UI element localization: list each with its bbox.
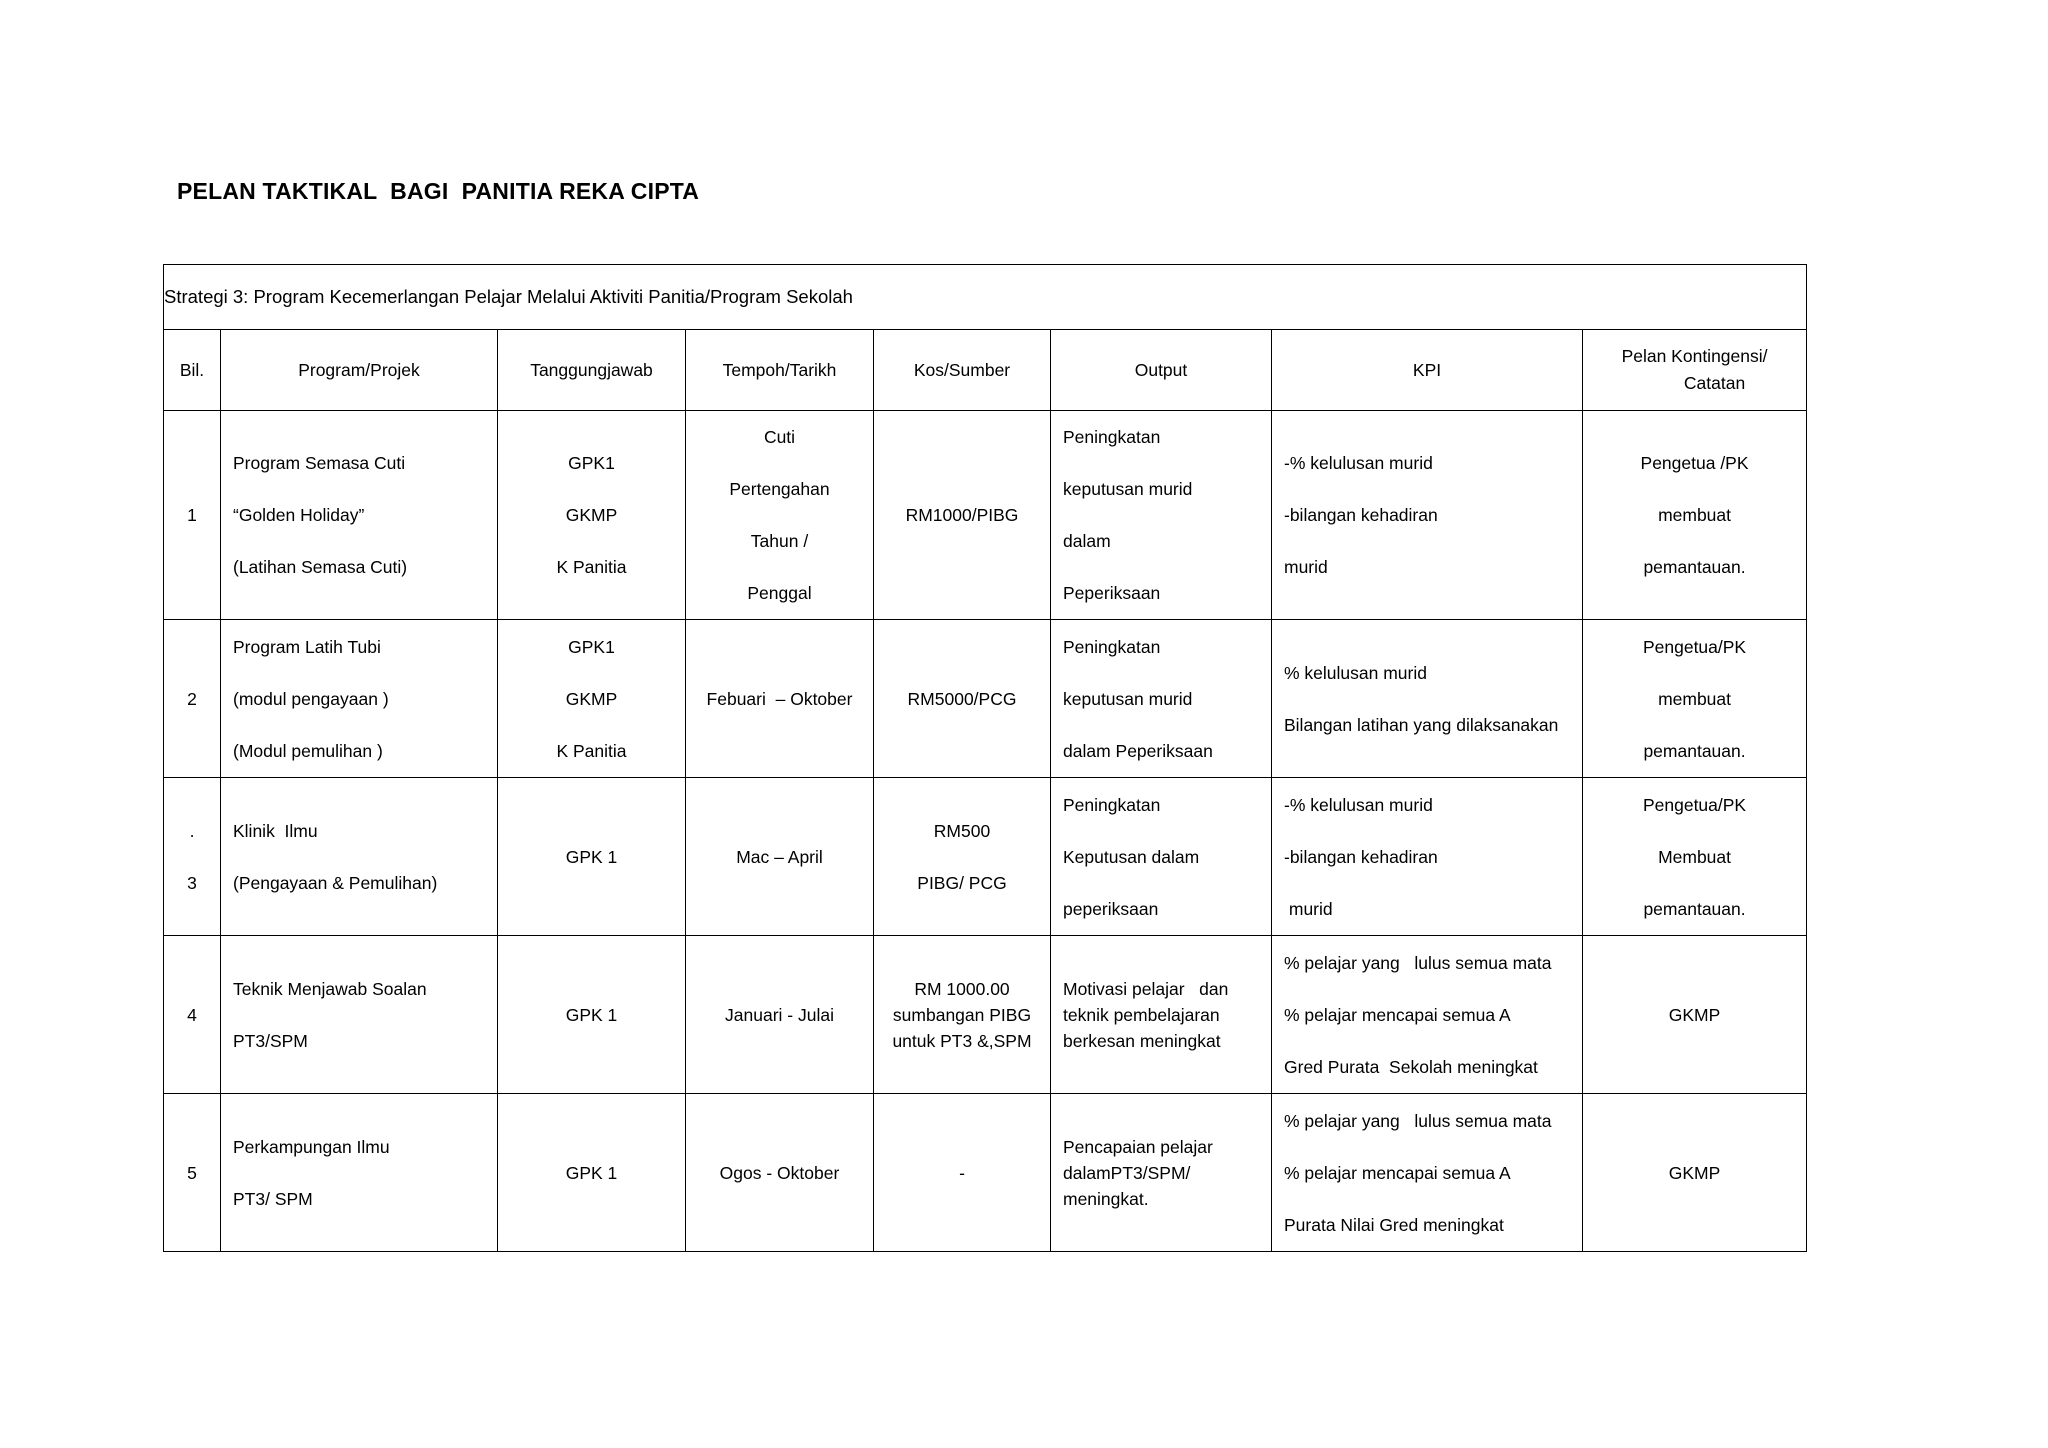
cell-line: Perkampungan Ilmu bbox=[233, 1136, 390, 1157]
table-row bbox=[164, 778, 1807, 936]
cell-line: 5 bbox=[187, 1162, 197, 1183]
header-tanggungjawab: Tanggungjawab bbox=[498, 330, 686, 411]
cell-line: Pengetua /PK bbox=[1640, 453, 1749, 473]
cell-line: Peningkatan bbox=[1063, 427, 1161, 447]
cell-kpi bbox=[1272, 778, 1583, 936]
cell-line: untuk PT3 &,SPM bbox=[892, 1030, 1032, 1051]
cell-line: % kelulusan murid bbox=[1284, 662, 1427, 683]
cell-program bbox=[221, 778, 498, 936]
cell-bil bbox=[164, 936, 221, 1094]
cell-line: - bbox=[959, 1162, 965, 1183]
cell-line: Januari - Julai bbox=[725, 1004, 834, 1025]
cell-line: RM 1000.00 bbox=[914, 978, 1010, 999]
cell-bil bbox=[164, 778, 221, 936]
cell-kpi bbox=[1272, 1094, 1583, 1252]
header-pelan bbox=[1583, 330, 1807, 411]
cell-tanggungjawab bbox=[498, 620, 686, 778]
header-kos: Kos/Sumber bbox=[874, 330, 1051, 411]
cell-line: Pengetua/PK bbox=[1642, 794, 1747, 815]
cell-line: peperiksaan bbox=[1063, 898, 1159, 919]
cell-line: (Modul pemulihan ) bbox=[233, 740, 383, 761]
cell-tanggungjawab bbox=[498, 411, 686, 620]
cell-bil bbox=[164, 1094, 221, 1252]
table-row bbox=[164, 1094, 1807, 1252]
cell-line: Mac – April bbox=[736, 846, 823, 867]
cell-line: GKMP bbox=[565, 688, 618, 709]
cell-line: -% kelulusan murid bbox=[1284, 794, 1433, 815]
header-output: Output bbox=[1051, 330, 1272, 411]
cell-line: Program Latih Tubi bbox=[233, 636, 381, 657]
cell-line: PT3/SPM bbox=[233, 1030, 308, 1051]
cell-bil bbox=[164, 620, 221, 778]
cell-line: % pelajar yang lulus semua mata bbox=[1284, 1110, 1552, 1131]
table-row bbox=[164, 620, 1807, 778]
cell-line: murid bbox=[1284, 557, 1328, 577]
cell-line: GPK 1 bbox=[565, 1162, 618, 1183]
cell-line: sumbangan PIBG bbox=[892, 1004, 1032, 1025]
cell-pelan bbox=[1583, 411, 1807, 620]
cell-line: (Pengayaan & Pemulihan) bbox=[233, 872, 438, 893]
cell-tanggungjawab bbox=[498, 936, 686, 1094]
header-bil: Bil. bbox=[164, 330, 221, 411]
cell-line: keputusan murid bbox=[1063, 479, 1193, 499]
cell-line: % pelajar yang lulus semua mata bbox=[1284, 952, 1552, 973]
cell-line: berkesan meningkat bbox=[1063, 1030, 1221, 1051]
cell-line: pemantauan. bbox=[1643, 898, 1746, 919]
cell-tanggungjawab bbox=[498, 1094, 686, 1252]
cell-kpi bbox=[1272, 620, 1583, 778]
cell-line: . bbox=[189, 820, 195, 841]
header-row bbox=[164, 330, 1807, 411]
strategy-row bbox=[164, 265, 1807, 330]
cell-program bbox=[221, 411, 498, 620]
cell-line: dalam Peperiksaan bbox=[1063, 740, 1213, 761]
cell-line: Gred Purata Sekolah meningkat bbox=[1284, 1056, 1538, 1077]
strategy-heading: Strategi 3: Program Kecemerlangan Pelajar Melalui Aktiviti Panitia/Program Sekolah bbox=[164, 265, 1807, 330]
cell-line: Peperiksaan bbox=[1063, 583, 1161, 603]
cell-line: Program Semasa Cuti bbox=[233, 453, 406, 473]
cell-line: % pelajar mencapai semua A bbox=[1284, 1162, 1511, 1183]
cell-line: Pengetua/PK bbox=[1642, 636, 1747, 657]
cell-line: Pertengahan bbox=[729, 479, 830, 499]
cell-kos bbox=[874, 936, 1051, 1094]
cell-line: “Golden Holiday” bbox=[233, 505, 365, 525]
cell-output bbox=[1051, 411, 1272, 620]
cell-tempoh bbox=[686, 936, 874, 1094]
cell-output bbox=[1051, 620, 1272, 778]
cell-line: Tahun / bbox=[750, 531, 809, 551]
cell-line: Cuti bbox=[763, 427, 796, 447]
cell-line: GPK1 bbox=[568, 453, 615, 473]
cell-line: murid bbox=[1284, 898, 1333, 919]
cell-line: K Panitia bbox=[556, 557, 627, 577]
header-pelan-line2: Catatan bbox=[1683, 373, 1746, 393]
cell-line: GPK 1 bbox=[565, 846, 618, 867]
cell-line: Peningkatan bbox=[1063, 636, 1161, 657]
cell-line: RM500 bbox=[933, 820, 991, 841]
cell-line: pemantauan. bbox=[1643, 557, 1746, 577]
cell-line: membuat bbox=[1658, 688, 1732, 709]
cell-line: dalam bbox=[1063, 531, 1111, 551]
table-body bbox=[164, 411, 1807, 1252]
cell-pelan bbox=[1583, 1094, 1807, 1252]
cell-line: GKMP bbox=[1668, 1162, 1721, 1183]
cell-line: GPK1 bbox=[568, 636, 615, 657]
cell-pelan bbox=[1583, 936, 1807, 1094]
header-tempoh: Tempoh/Tarikh bbox=[686, 330, 874, 411]
table-row bbox=[164, 936, 1807, 1094]
cell-kos bbox=[874, 1094, 1051, 1252]
cell-line: Teknik Menjawab Soalan bbox=[233, 978, 427, 999]
cell-line: % pelajar mencapai semua A bbox=[1284, 1004, 1511, 1025]
cell-line: -bilangan kehadiran bbox=[1284, 505, 1438, 525]
table-row bbox=[164, 411, 1807, 620]
cell-kos bbox=[874, 620, 1051, 778]
cell-line: Ogos - Oktober bbox=[719, 1162, 840, 1183]
cell-line: teknik pembelajaran bbox=[1063, 1004, 1220, 1025]
cell-tanggungjawab bbox=[498, 778, 686, 936]
header-kpi: KPI bbox=[1272, 330, 1583, 411]
cell-output bbox=[1051, 1094, 1272, 1252]
cell-line: 4 bbox=[187, 1004, 197, 1025]
cell-kos bbox=[874, 411, 1051, 620]
cell-tempoh bbox=[686, 1094, 874, 1252]
cell-output bbox=[1051, 936, 1272, 1094]
cell-line: PT3/ SPM bbox=[233, 1188, 313, 1209]
cell-line: -% kelulusan murid bbox=[1284, 453, 1433, 473]
cell-line: GKMP bbox=[565, 505, 618, 525]
cell-program bbox=[221, 936, 498, 1094]
cell-pelan bbox=[1583, 778, 1807, 936]
cell-line: K Panitia bbox=[556, 740, 627, 761]
cell-line: (modul pengayaan ) bbox=[233, 688, 389, 709]
cell-line: dalamPT3/SPM/ bbox=[1063, 1162, 1191, 1183]
cell-line: (Latihan Semasa Cuti) bbox=[233, 557, 408, 577]
cell-line: membuat bbox=[1658, 505, 1732, 525]
cell-line: pemantauan. bbox=[1643, 740, 1746, 761]
cell-line: Febuari – Oktober bbox=[706, 688, 853, 709]
cell-line: Peningkatan bbox=[1063, 794, 1161, 815]
cell-line: meningkat. bbox=[1063, 1188, 1149, 1209]
cell-line: Purata Nilai Gred meningkat bbox=[1284, 1214, 1504, 1235]
cell-program bbox=[221, 1094, 498, 1252]
header-program: Program/Projek bbox=[221, 330, 498, 411]
cell-line: -bilangan kehadiran bbox=[1284, 846, 1438, 867]
tactical-plan-table bbox=[163, 264, 1807, 1252]
cell-bil bbox=[164, 411, 221, 620]
cell-line: GPK 1 bbox=[565, 1004, 618, 1025]
cell-line: Klinik Ilmu bbox=[233, 820, 318, 841]
cell-program bbox=[221, 620, 498, 778]
cell-output bbox=[1051, 778, 1272, 936]
cell-line: Keputusan dalam bbox=[1063, 846, 1200, 867]
cell-line: RM5000/PCG bbox=[907, 688, 1017, 709]
cell-line: Penggal bbox=[747, 583, 812, 603]
cell-kos bbox=[874, 778, 1051, 936]
cell-line: Pencapaian pelajar bbox=[1063, 1136, 1213, 1157]
cell-line: RM1000/PIBG bbox=[905, 505, 1019, 525]
cell-tempoh bbox=[686, 411, 874, 620]
cell-line: 1 bbox=[187, 505, 197, 525]
cell-line: 3 bbox=[187, 872, 197, 893]
cell-line: PIBG/ PCG bbox=[917, 872, 1007, 893]
page-title: PELAN TAKTIKAL BAGI PANITIA REKA CIPTA bbox=[177, 178, 700, 204]
cell-line: 2 bbox=[187, 688, 197, 709]
cell-kpi bbox=[1272, 411, 1583, 620]
cell-tempoh bbox=[686, 620, 874, 778]
cell-line: Motivasi pelajar dan bbox=[1063, 978, 1229, 999]
cell-kpi bbox=[1272, 936, 1583, 1094]
cell-line: Bilangan latihan yang dilaksanakan bbox=[1284, 714, 1559, 735]
cell-line: keputusan murid bbox=[1063, 688, 1193, 709]
cell-pelan bbox=[1583, 620, 1807, 778]
header-pelan-line1: Pelan Kontingensi/ bbox=[1621, 346, 1768, 366]
cell-tempoh bbox=[686, 778, 874, 936]
cell-line: Membuat bbox=[1658, 846, 1732, 867]
cell-line: GKMP bbox=[1668, 1004, 1721, 1025]
